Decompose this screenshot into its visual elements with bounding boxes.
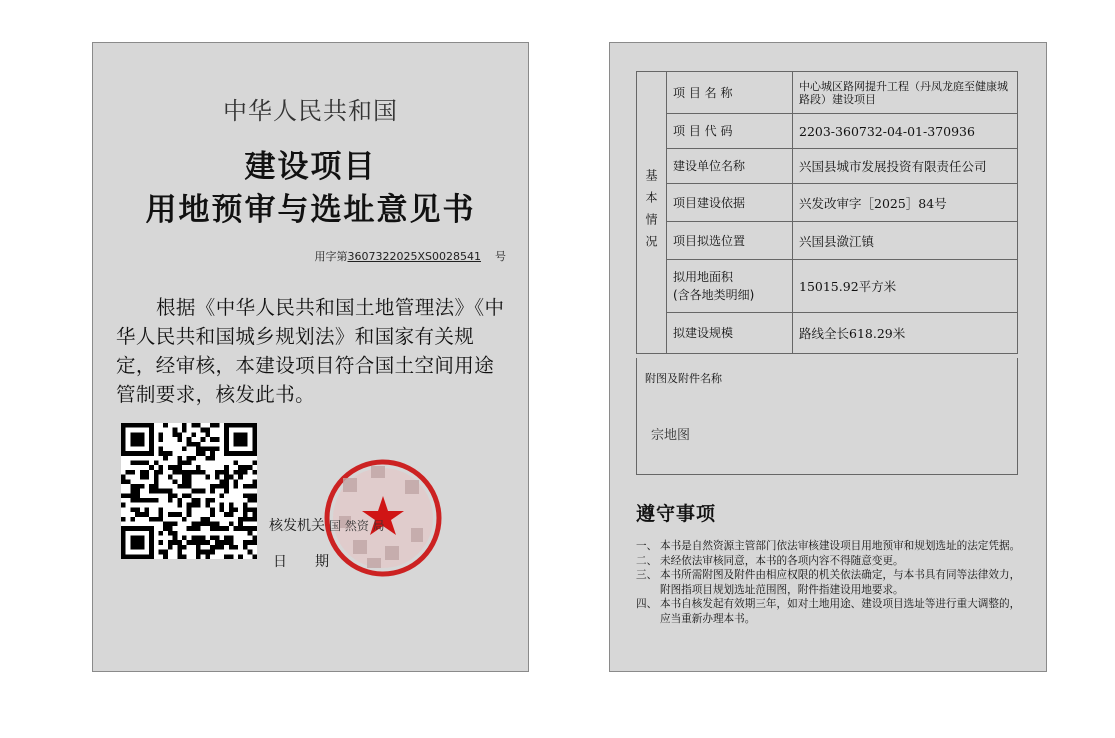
certificate-number-suffix: 号 — [495, 250, 506, 263]
qr-code-icon — [121, 423, 257, 559]
note-number: 四、 — [636, 598, 658, 610]
attachments-title: 附图及附件名称 — [645, 372, 722, 385]
info-value: 2203-360732-04-01-370936 — [793, 114, 1018, 149]
info-label: 项 目 代 码 — [667, 114, 793, 149]
info-label: 拟建设规模 — [667, 313, 793, 354]
note-number: 二、 — [636, 554, 658, 567]
note-item — [636, 554, 1028, 569]
info-row — [637, 72, 1018, 114]
info-row — [637, 184, 1018, 222]
note-item — [636, 597, 1028, 626]
info-value: 路线全长618.29米 — [793, 313, 1018, 354]
issuer-value: 国 然资 局 — [329, 519, 385, 533]
note-text: 未经依法审核同意，本书的各项内容不得随意变更。 — [660, 554, 904, 567]
certificate-title-line1: 建设项目 — [244, 149, 377, 185]
issuer-label: 核发机关 — [269, 518, 325, 534]
certificate-body — [116, 293, 511, 409]
note-item — [636, 568, 1028, 597]
notes-title: 遵守事项 — [636, 503, 717, 525]
country-name: 中华人民共和国 — [223, 97, 398, 125]
note-number: 三、 — [636, 569, 658, 581]
info-label: 建设单位名称 — [667, 149, 793, 184]
certificate-number-value: 3607322025XS0028541 — [347, 250, 481, 263]
certificate-number-prefix: 用字第 — [314, 250, 348, 263]
info-label: 拟用地面积 (含各地类明细) — [667, 260, 793, 313]
info-row — [637, 114, 1018, 149]
note-number: 一、 — [636, 540, 658, 552]
info-label: 项目拟选位置 — [667, 222, 793, 260]
note-item — [636, 539, 1028, 554]
certificate-back-page — [609, 42, 1047, 672]
info-value: 兴发改审字［2025］84号 — [793, 184, 1018, 222]
notes-list — [636, 539, 1028, 626]
certificate-title-line2: 用地预审与选址意见书 — [145, 192, 476, 228]
certificate-front-page — [92, 42, 529, 672]
certificate-body-text: 根据《中华人民共和国土地管理法》《中华人民共和国城乡规划法》和国家有关规定，经审核，本建设项目符合国土空间用途管制要求，核发此书。 — [116, 296, 505, 406]
attachments-box — [636, 358, 1018, 475]
info-label: 项 目 名 称 — [667, 72, 793, 114]
date-label: 日 期 — [273, 554, 329, 570]
info-value: 兴国县城市发展投资有限责任公司 — [793, 149, 1018, 184]
info-row — [637, 260, 1018, 313]
basic-info-table — [636, 71, 1018, 354]
info-value: 兴国县潋江镇 — [793, 222, 1018, 260]
info-row — [637, 222, 1018, 260]
info-value: 15015.92平方米 — [793, 260, 1018, 313]
section-label: 基本情况 — [637, 72, 667, 354]
info-label: 项目建设依据 — [667, 184, 793, 222]
note-text: 本书自核发起有效期三年，如对土地用途、建设项目选址等进行重大调整的，应当重新办理本书。 — [660, 598, 1021, 625]
info-row — [637, 313, 1018, 354]
info-row — [637, 149, 1018, 184]
attachment-item: 宗地图 — [651, 428, 691, 443]
note-text: 本书所需附图及附件由相应权限的机关依法确定，与本书具有同等法律效力，附图指项目规划选址范围图，附件指建设用地要求。 — [660, 569, 1021, 596]
note-text: 本书是自然资源主管部门依法审核建设项目用地预审和规划选址的法定凭据。 — [660, 540, 1021, 552]
certificate-number — [315, 248, 507, 264]
info-value: 中心城区路网提升工程（丹凤龙庭至健康城路段）建设项目 — [793, 72, 1018, 114]
